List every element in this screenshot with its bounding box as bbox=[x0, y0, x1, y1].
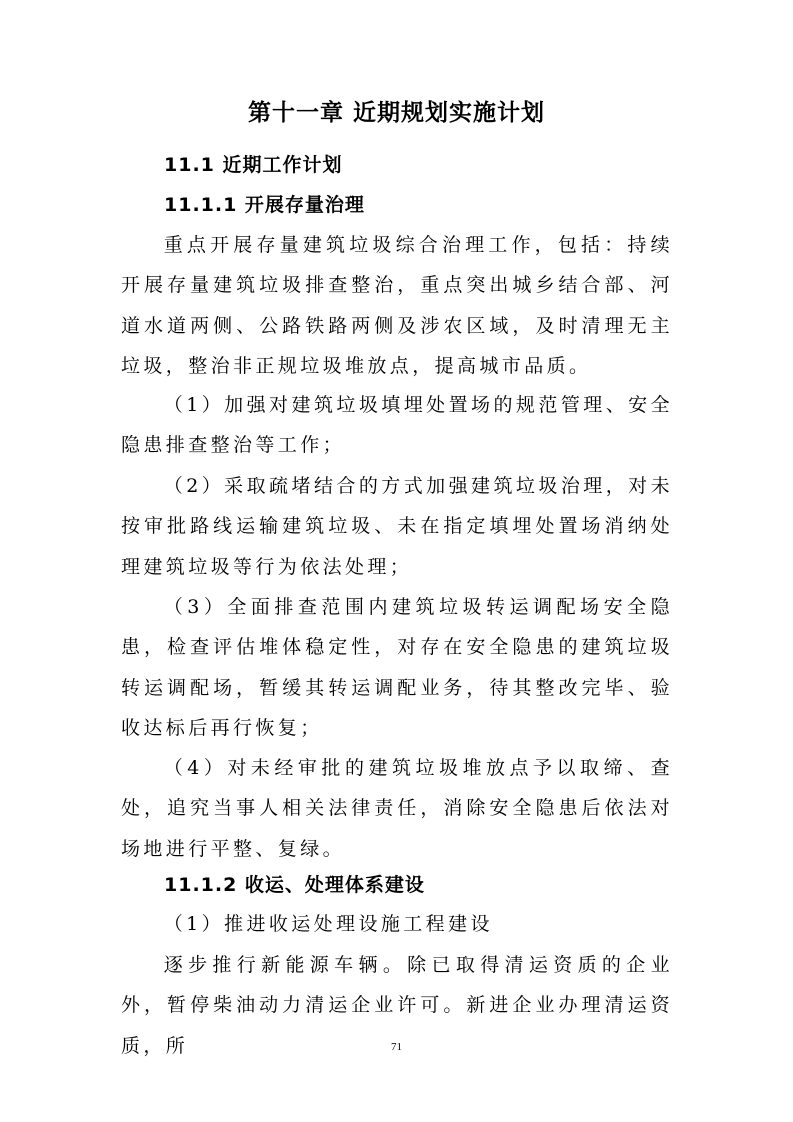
subsection-2-item-1: （1）推进收运处理设施工程建设 bbox=[163, 913, 493, 935]
list-item-3: （3）全面排查范围内建筑垃圾转运调配场安全隐患，检查评估堆体稳定性，对存在安全隐患的建筑垃圾转运调配场，暂缓其转运调配业务，待其整改完毕、验收达标后再行恢复； bbox=[121, 596, 673, 740]
subsection-2-paragraph: 逐步推行新能源车辆。除已取得清运资质的企业外，暂停柴油动力清运企业许可。新进企业办理清运资质，所 bbox=[121, 954, 673, 1057]
page-number: 71 bbox=[391, 1041, 402, 1053]
subsection-title-2: 11.1.2 收运、处理体系建设 bbox=[164, 874, 425, 896]
list-item-4: （4）对未经审批的建筑垃圾堆放点予以取缔、查处，追究当事人相关法律责任，消除安全隐患后依法对场地进行平整、复绿。 bbox=[121, 757, 673, 860]
list-item-2: （2）采取疏堵结合的方式加强建筑垃圾治理，对未按审批路线运输建筑垃圾、未在指定填埋处置场消纳处理建筑垃圾等行为依法处理； bbox=[121, 475, 673, 578]
section-title: 11.1 近期工作计划 bbox=[164, 154, 343, 176]
subsection-title-1: 11.1.1 开展存量治理 bbox=[164, 194, 365, 216]
chapter-title: 第十一章 近期规划实施计划 bbox=[247, 99, 545, 126]
list-item-1: （1）加强对建筑垃圾填埋处置场的规范管理、安全隐患排查整治等工作； bbox=[121, 394, 673, 457]
subsection-1-intro-paragraph: 重点开展存量建筑垃圾综合治理工作，包括：持续开展存量建筑垃圾排查整治，重点突出城乡结合部、河道水道两侧、公路铁路两侧及涉农区域，及时清理无主垃圾，整治非正规垃圾堆放点，提高城市品质。 bbox=[121, 234, 673, 378]
